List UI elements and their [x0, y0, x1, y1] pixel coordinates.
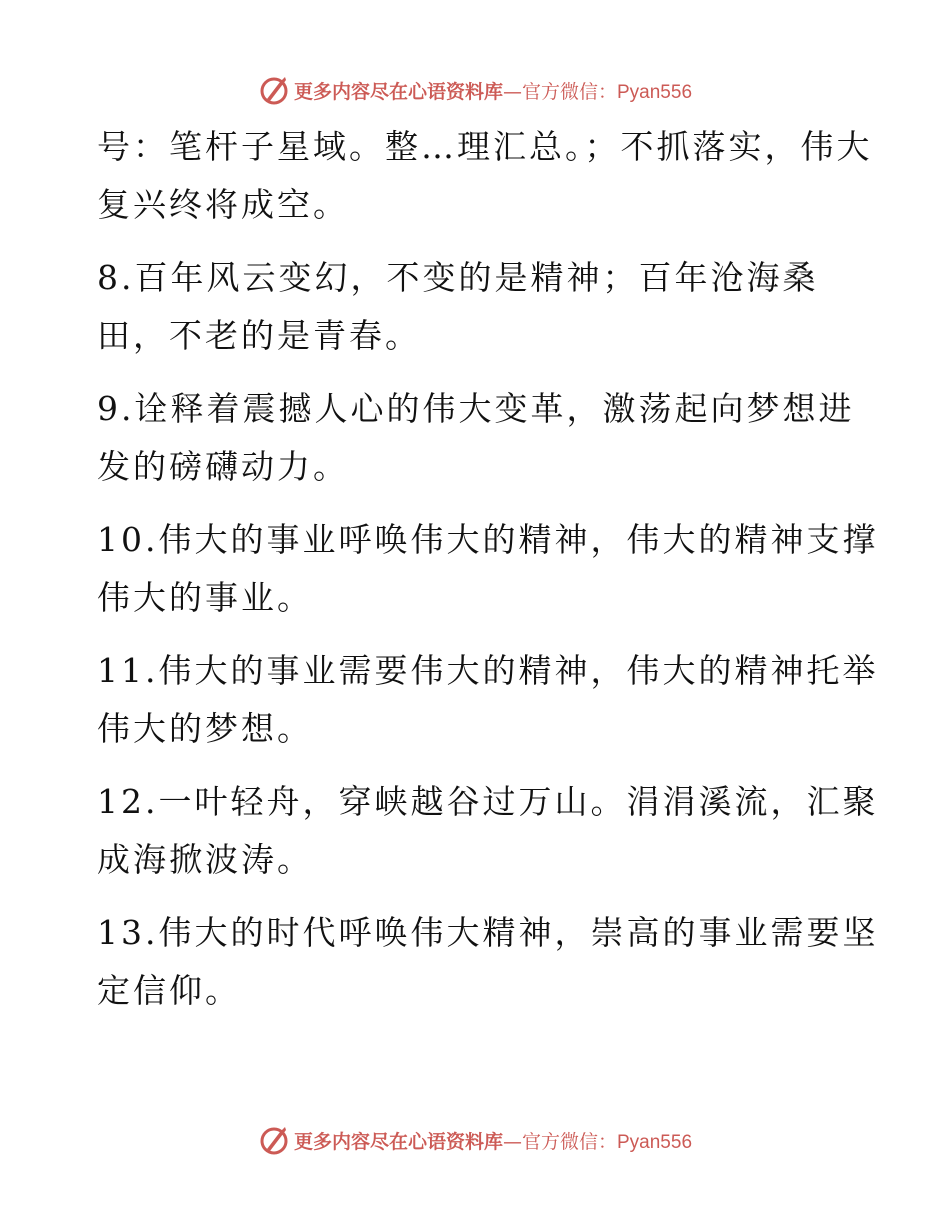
quill-pen-icon — [258, 74, 290, 106]
paragraph-line: 13.伟大的时代呼唤伟大精神，崇高的事业需要坚 — [97, 913, 879, 952]
banner-wechat-id: Pyan556 — [617, 1131, 693, 1153]
banner-dash: — — [502, 80, 522, 103]
banner-wechat-label: 官方微信： — [521, 1130, 617, 1153]
document-body — [97, 118, 879, 1035]
paragraph-line: 发的磅礴动力。 — [97, 447, 349, 486]
paragraph-line: 定信仰。 — [97, 971, 241, 1010]
paragraph-line: 田，不老的是青春。 — [97, 316, 421, 355]
paragraph-line: 伟大的事业。 — [97, 578, 313, 617]
paragraph-line: 9.诠释着震撼人心的伟大变革，激荡起向梦想进 — [97, 389, 855, 428]
paragraph — [97, 904, 879, 1020]
paragraph — [97, 511, 879, 627]
banner-wechat-label: 官方微信： — [521, 80, 617, 103]
paragraph-line: 12.一叶轻舟，穿峡越谷过万山。涓涓溪流，汇聚 — [97, 782, 879, 821]
paragraph-line: 伟大的梦想。 — [97, 709, 313, 748]
paragraph-line: 成海掀波涛。 — [97, 840, 313, 879]
paragraph — [97, 249, 857, 365]
banner-wechat-id: Pyan556 — [617, 81, 693, 103]
banner-dash: — — [502, 1130, 522, 1153]
paragraph — [97, 118, 873, 234]
quill-pen-icon — [258, 1124, 290, 1156]
banner-text — [294, 77, 692, 104]
header-banner — [0, 70, 950, 110]
banner-slogan: 更多内容尽在心语资料库 — [293, 80, 503, 103]
banner-slogan: 更多内容尽在心语资料库 — [293, 1130, 503, 1153]
paragraph — [97, 773, 879, 889]
banner-text — [294, 1127, 692, 1154]
paragraph-line: 11.伟大的事业需要伟大的精神，伟大的精神托举 — [97, 651, 879, 690]
paragraph — [97, 642, 879, 758]
footer-banner — [0, 1120, 950, 1160]
paragraph-line: 复兴终将成空。 — [97, 185, 349, 224]
paragraph-line: 号：笔杆子星域。整…理汇总。；不抓落实，伟大 — [97, 127, 873, 166]
paragraph — [97, 380, 857, 496]
paragraph-line: 8.百年风云变幻，不变的是精神；百年沧海桑 — [97, 258, 819, 297]
paragraph-line: 10.伟大的事业呼唤伟大的精神，伟大的精神支撑 — [97, 520, 879, 559]
